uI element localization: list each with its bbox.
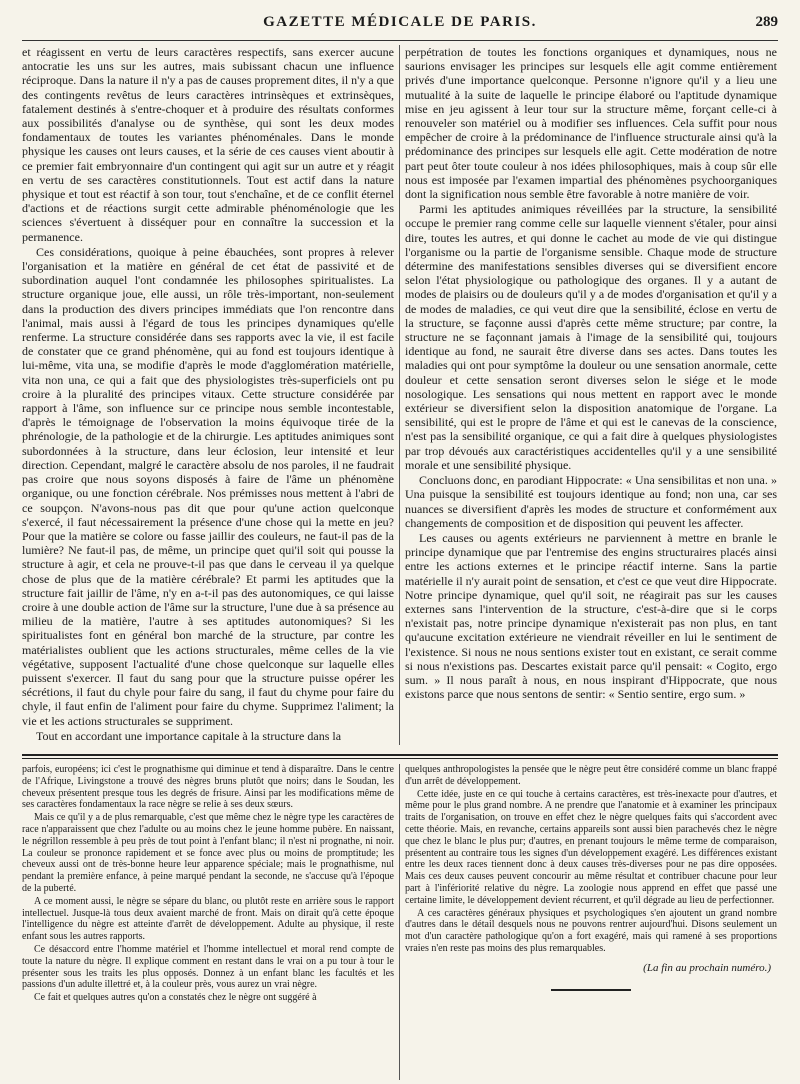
article-paragraph: Ces considérations, quoique à peine ébauchées, sont propres à relever l'organisation et la matière en général de cet état de passivité et de subordination auquel l'ont condamnée les philosophes spiritualistes. La structure organique joue, elle aussi, un rôle très-important, non-seulement dans la production des divers principes immédiats que l'on rencontre dans l'animal, mais aussi à l'égard de tous les principes dynamiques qu'elle renferme. La structure considérée dans ses rapports avec la vie, il est facile de constater que ce grand phénomène, qui au fond est toujours identique à lui-même, vita una, se modifie d'après le mode d'agglomération matérielle, vita non una, ce qui a fait que des physiologistes très-superficiels ont pu croire à la pluralité des principes vitaux. Cette structure considérée par rapport à l'âme, son influence sur ce principe nous semble incontestable, d'après le témoignage de l'observation la moins équivoque tirée de la phrénologie, de la pathologie et de la chirurgie. Les aptitudes animiques sont subordonnées à la structure, dans leur éclosion, leur intensité et leur direction. Cependant, malgré le caractère absolu de nos paroles, il ne faudrait pas croire que nous soyons disposés à faire de l'âme un phénomène organique, ou une fonction cérébrale. Nos prémisses nous mettent à l'abri de ce soupçon. N'avons-nous pas dit que pour qu'une action quelconque s'exercé, il faut nécessairement la présence d'une chose qui la mette en jeu? Pour que la matière se colore ou fasse jaillir des couleurs, ne faut-il pas de la lumière? Ne faut-il pas, de même, un principe quet qui'il soit qui pousse la structure à agir, et cela ne prouve-t-il pas que dans le cerveau il ya quelque chose de plus que de la matière cérébrale? Et parmi les aptitudes que la structure fait jaillir de l'âme, n'y en a-t-il pas des autonomiques, ce qui laisse croire à une double action de l'âme sur la structure, l'une due à sa présence au milieu de la matière, l'autre à ses aptitudes autonomiques? Si les spiritualistes font en général bon marché de la structure, par contre les matérialistes oublient que les actions structurales, même celles de la vie végétative, supposent l'actualité d'une chose quelconque sur laquelle elles puissent s'exercer. Il faut du sang pour que la structure puisse opérer les sécrétions, il faut du chyle pour faire du sang, il faut du chyme pour faire du chyle, il faut enfin de l'aliment pour faire du chyme. Supprimez l'aliment; la vie et les actions structurales se suppriment. — [22, 244, 394, 728]
feuilleton-paragraph: Ce fait et quelques autres qu'on a constatés chez le nègre ont suggéré à — [34, 992, 317, 1004]
feuilleton-column-right — [405, 764, 777, 1080]
feuilleton-paragraph: Cette idée, juste en ce qui touche à certains caractères, est très-inexacte pour d'autres, et même pour le plus grand nombre. A ne prendre que l'anatomie et à examiner les principaux traits de l'organisation, on trouve en effet chez le nègre quelques faits qui s'accordent avec cette théorie. Mais, en revanche, certains appareils sont aussi bien parachevés chez le nègre que chez le blanc le plus pur; d'autres, en prenant toujours le même terme de comparaison, présentent au contraire tous les signes d'un développement exagéré. Les différences existant entre les deux races tiennent donc à deux causes très-diverses pour ne pas dire opposées. Mais ces deux causes peuvent concourir au même résultat et contribuer chacune pour leur part à l'infériorité relative du nègre. La zoologie nous apprend en effet que passé une certaine limite, le développement devient récurrent, et qu'il dégrade au lieu de perfectionner. — [405, 788, 777, 906]
article-paragraph: et réagissent en vertu de leurs caractères respectifs, sans exercer aucune antocratie les uns sur les autres, mais subissant chacun une influence réciproque. Dans la nature il n'y a pas de causes proprement dites, il n'y a que des contingents revêtus de leurs caractères intrinsèques et extrinsèques, fatalement destinés à s'entre-choquer et à produire des résultats conformes aux possibilités d'analyse ou de synthèse, qui sont les deux modes fondamentaux de toutes les variantes phénoménales. Dans le monde physique les causes ont leurs causes, et la série de ces causes vient aboutir à ce premier fait embryonnaire d'un contingent qui agit sur un autre et y réagit en vertu de ses caractères constitutionnels. Tout est actif dans la nature physique et tout est réactif à son tour, tout s'enchaîne, et de ce conflit éternel d'actions et de réactions surgit cette admirable phénoménologie que les sciences s'évertuent à disséquer pour en connaître la succession et la permanence. — [22, 45, 394, 244]
article-paragraph: perpétration de toutes les fonctions organiques et dynamiques, nous ne saurions envisager les principes sur lesquels elle agit comme entièrement privés d'une importance quelconque. Personne n'ignore qu'il y a lieu une mutualité à la suite de laquelle le principe élaboré ou l'aptitude dynamique mise en jeu agissent à leur tour sur la structure même, forçant celle-ci à renouveler son matériel ou à modifier ses influences. Cela suffit pour nous empêcher de croire à la prédominance de l'influence structurale ainsi qu'à la prédominance des principes sur lesquels elle agit. Cette modération de notre part peut ôter toute couleur à nos idées philosophiques, mais à coup sûr elle nous est imposée par l'examen impartial des phénomènes psychoorganiques dont la signification nous semble être favorable à notre manière de voir. — [405, 45, 777, 202]
feuilleton-paragraph: Mais ce qu'il y a de plus remarquable, c'est que même chez le nègre type les caractères de race n'apparaissent que chez l'adulte ou au moins chez le jeune homme pubère. En naissant, le négrillon ressemble à peu près de tout point à l'enfant blanc; il n'est ni prognathe, ni noir. La couleur se prononce rapidement et se fonce avec plus ou moins de promptitude; les cheveux aussi ont de très-bonne heure leur apparence spéciale; mais le prognathisme, nul pendant la première enfance, à peine marqué pendant la seconde, ne s'accuse qu'à l'époque de la puberté. — [22, 812, 394, 894]
article-paragraph: Les causes ou agents extérieurs ne parviennent à mettre en branle le principe dynamique que par l'entremise des engins structuraires placés ainsi entre les actions externes et le principe réactif interne. Sans la partie matérielle il n'y aurait point de sensation, et c'est ce que veut dire Hippocrate. Notre principe dynamique, quel qu'il soit, ne réagirait pas sur les causes externes sans l'intervention de la structure, c'est-à-dire que si le corps n'existait pas, notre principe dynamique n'existerait pas non plus, en tant qu'aucune excitation extérieure ne viendrait réveiller en lui le sentiment de l'existence. Si nous ne nous sentions exister tout en existant, ce serait comme si nous n'existions pas. Descartes existait parce qu'il pensait: « Cogito, ergo sum. » Il nous paraît à nous, en nous inspirant d'Hippocrate, que nous existons parce que nous sentons de sentir: « Sentio sentire, ergo sum. » — [405, 530, 777, 702]
article-paragraph: Concluons donc, en parodiant Hippocrate: « Una sensibilitas et non una. » Una puisque la sensibilité est toujours identique au fond; non una, car ses nuances se diversifient d'après les modes de structure et conformément aux changements de composition et de disposition qui peuvent les affecter. — [405, 473, 777, 530]
journal-title: GAZETTE MÉDICALE DE PARIS. — [263, 14, 537, 30]
section-divider — [22, 754, 778, 756]
article-column-left — [22, 45, 394, 745]
feuilleton-paragraph: quelques anthropologistes la pensée que le nègre peut être considéré comme un blanc frappé d'un arrêt de développement. — [405, 764, 777, 787]
page-number: 289 — [755, 14, 778, 30]
article-paragraph: Parmi les aptitudes animiques réveillées par la structure, la sensibilité occupe le premier rang comme celle sur laquelle viennent s'étaler, pour ainsi dire, toutes les autres, et qui donne le cachet au mode de vie qui distingue l'organisme ou la partie de l'organisme sensible. Chaque mode de structure détermine des manifestations sensibles diverses qui se diversifient encore selon l'état physiologique ou pathologique des organes. Il y a autant de modes de plaisirs ou de douleurs qu'il y a de modes d'organisation et qu'il y a de modes de maladies, ce qui veut dire que la sensibilité, éclose en vertu de la structure, se façonne aussi d'après cette même structure; par contre, la structure ne se façonnant jamais à l'image de la sensibilité qui, toujours identique au fond, ne saurait être diverse dans ses actes. Dans toutes les maladies qui ont pour symptôme la douleur ou une sensation anormale, cette douleur et cette sensation seront diverses selon le siége et le mode nosologique. Les sensations qui nous mettent en rapport avec le monde extérieur se diversifient selon la disposition anatomique de l'organe. La sensibilité, qui est le propre de l'âme et qui est le canevas de la conscience, n'est pas la sensibilité organique, ce qui a fait dire à quelques physiologistes par trop dévoués aux caractéristiques accidentelles qu'il y a une sensibilité morale et une sensibilité physique. — [405, 202, 777, 472]
continuation-note: (La fin au prochain numéro.) — [643, 961, 771, 974]
feuilleton-paragraph: parfois, européens; ici c'est le prognathisme qui diminue et tend à disparaître. Dans le centre de l'Afrique, Livingstone a trouvé des nègres bruns plutôt que noirs; dans le Soudan, les cheveux présentent presque tous les degrés de frisure. Ainsi par les modifications même de ses caractères fondamentaux la race nègre se relie à ses deux sœurs. — [22, 764, 394, 811]
feuilleton-paragraph: Ce désaccord entre l'homme matériel et l'homme intellectuel et moral rend compte de toute la nature du nègre. Il explique comment en restant dans le vrai on a pu tour à tour le présenter sous les traits les plus opposés. Donnez à un enfant blanc les facultés et les passions d'un adulte illettré et, à la couleur près, vous aurez un vrai nègre. — [22, 943, 394, 991]
article-paragraph: Tout en accordant une importance capitale à la structure dans la — [36, 728, 342, 743]
column-divider — [399, 764, 400, 1080]
feuilleton-paragraph: A ce moment aussi, le nègre se sépare du blanc, ou plutôt reste en arrière sous le rapport intellectuel. Jusque-là tous deux avaient marché de front. Mais on dirait qu'à cette époque l'intelligence du nègre est atteinte d'arrêt de développement. Adulte au physique, il reste enfant sous les autres rapports. — [22, 895, 394, 943]
column-divider — [399, 45, 400, 745]
end-rule — [551, 989, 631, 991]
page-header — [22, 10, 778, 41]
feuilleton-column-left — [22, 764, 394, 1080]
feuilleton-paragraph: A ces caractères généraux physiques et psychologiques s'en ajoutent un grand nombre d'autres dans le détail desquels nous ne pouvons rentrer aujourd'hui. Disons seulement un mot d'un caractère pathologique qu'on a fort exagéré, mais qui ramené à ses proportions vraies n'en reste pas moins des plus remarquables. — [405, 907, 777, 954]
section-divider-thin — [22, 758, 778, 759]
article-column-right — [405, 45, 777, 745]
